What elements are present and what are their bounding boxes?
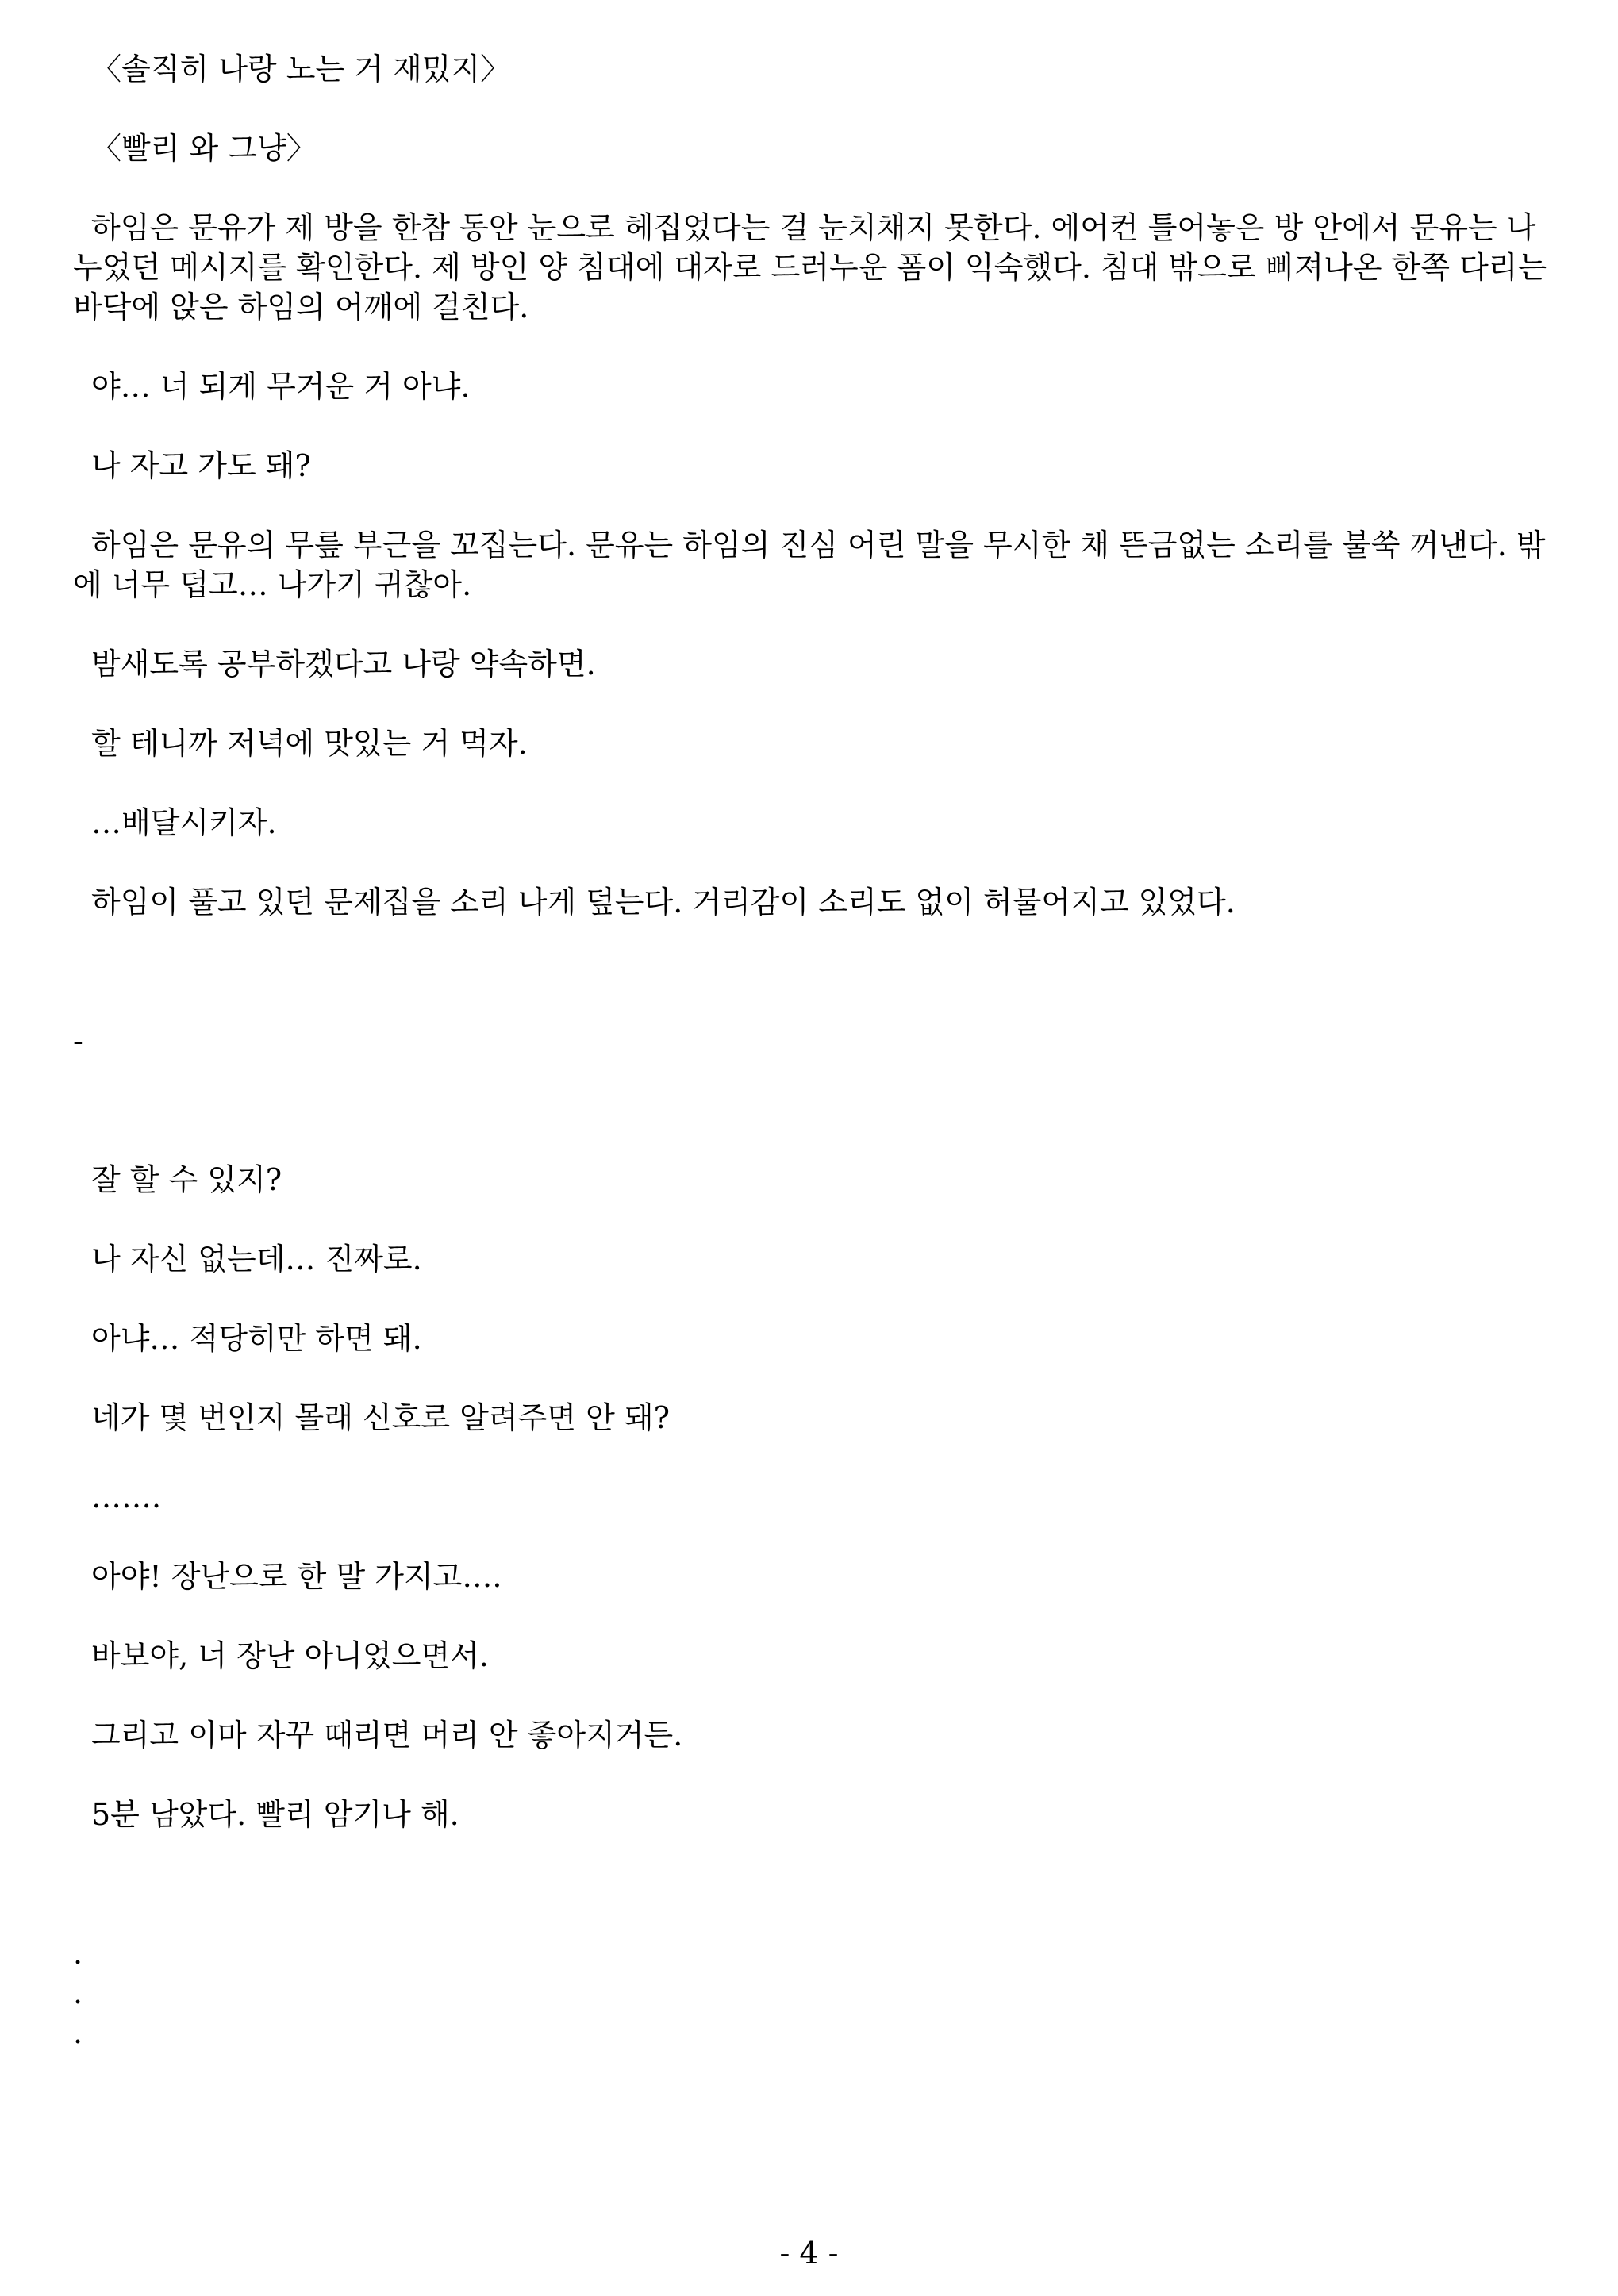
- ellipsis-dot: .: [73, 1936, 83, 1971]
- paragraph: 네가 몇 번인지 몰래 신호로 알려주면 안 돼?: [91, 1400, 670, 1435]
- paragraph: 〈빨리 와 그냥〉: [91, 131, 317, 166]
- paragraph: 야… 너 되게 무거운 거 아냐.: [91, 369, 471, 404]
- ellipsis-dot: .: [73, 2015, 83, 2050]
- paragraph: 밤새도록 공부하겠다고 나랑 약속하면.: [91, 647, 596, 682]
- blank-space: [73, 1874, 1565, 1933]
- paragraph: 그리고 이마 자꾸 때리면 머리 안 좋아지거든.: [91, 1718, 683, 1753]
- paragraph: …….: [91, 1480, 162, 1515]
- paragraph: 바보야, 너 장난 아니었으면서.: [91, 1638, 489, 1673]
- paragraph: …배달시키자.: [91, 805, 277, 840]
- paragraph: 아야! 장난으로 한 말 가지고….: [91, 1559, 502, 1594]
- paragraph: 잘 할 수 있지?: [91, 1162, 282, 1197]
- paragraph: 하임은 문유가 제 방을 한참 동안 눈으로 헤집었다는 걸 눈치채지 못한다. 에어컨 틀어놓은 방 안에서 문유는 나누었던 메시지를 확인한다. 제 방인 양 침대에 대자로 드러누운 폼이 익숙했다. 침대 밖으로 삐져나온 한쪽 다리는 바닥에 앉은 하임의 어깨에 걸친다.: [73, 210, 1557, 324]
- paragraph: 하임은 문유의 무릎 부근을 꼬집는다. 문유는 하임의 진심 어린 말을 무시한 채 뜬금없는 소리를 불쑥 꺼낸다. 밖에 너무 덥고… 나가기 귀찮아.: [73, 528, 1546, 602]
- paragraph: 아냐… 적당히만 하면 돼.: [91, 1321, 422, 1356]
- paragraph: 나 자고 가도 돼?: [91, 448, 311, 483]
- section-separator: -: [73, 1023, 83, 1058]
- paragraph: 하임이 풀고 있던 문제집을 소리 나게 덮는다. 거리감이 소리도 없이 허물어지고 있었다.: [91, 885, 1236, 920]
- blank-space: [73, 1061, 1565, 1160]
- paragraph: 나 자신 없는데… 진짜로.: [91, 1242, 422, 1277]
- paragraph: 〈솔직히 나랑 노는 거 재밌지〉: [91, 52, 511, 86]
- ellipsis-dot: .: [73, 1975, 83, 2010]
- paragraph: 5분 남았다. 빨리 암기나 해.: [91, 1797, 459, 1832]
- paragraph: 할 테니까 저녁에 맛있는 거 먹자.: [91, 726, 528, 761]
- document-body: [73, 49, 1565, 2052]
- page-number: - 4 -: [779, 2236, 839, 2271]
- blank-space: [73, 962, 1565, 1021]
